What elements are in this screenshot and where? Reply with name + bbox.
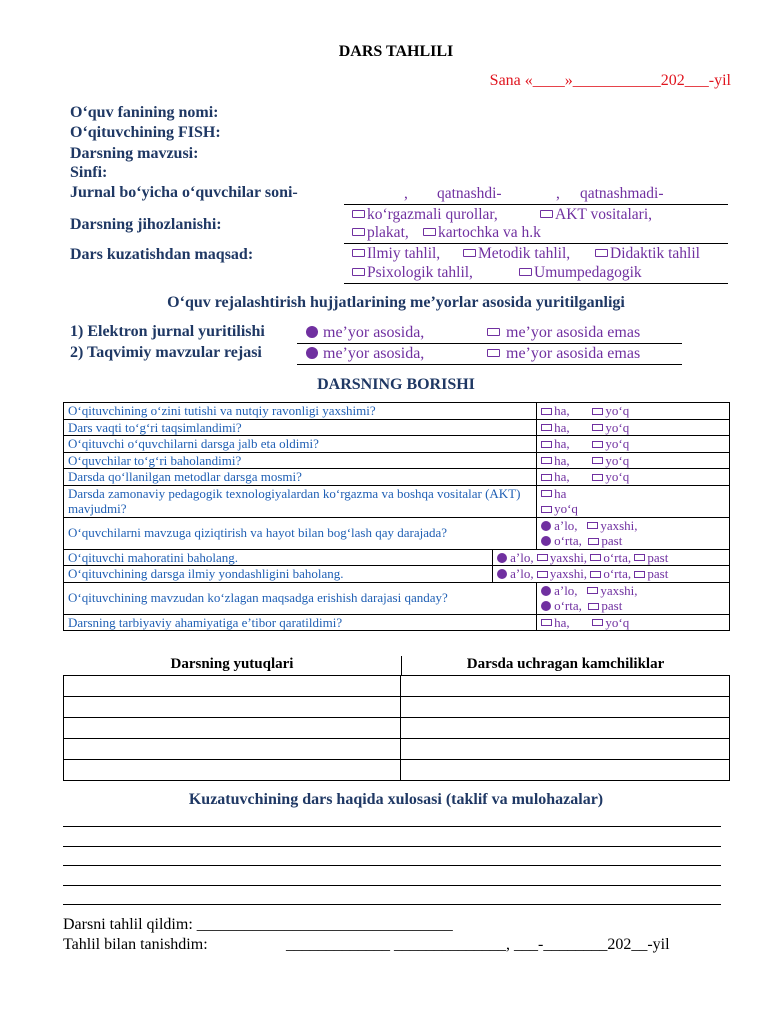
table-row [64,517,730,549]
answer-cell[interactable]: ha, yo‘q [537,452,730,469]
answer-cell[interactable]: a’lo, yaxshi, o‘rta, past [537,517,730,549]
checkbox-icon [487,328,500,336]
table-row [64,582,730,614]
achievement-cell[interactable] [64,718,401,739]
acquainted-signature-line: _____________ ______________, ___-________202__-yil [286,936,670,953]
checkbox-icon [587,587,598,594]
checkbox-icon [541,506,552,513]
teacher-label: O‘qituvchining FISH: [70,124,221,141]
checkbox-icon [541,441,552,448]
purpose-label: Dars kuzatishdan maqsad: [70,246,254,263]
checkbox-icon [541,474,552,481]
achievement-cell[interactable] [64,697,401,718]
results-table [63,675,730,781]
equipment-label: Darsning jihozlanishi: [70,216,222,233]
purpose-option-general[interactable]: Umumpedagogik [519,264,642,282]
checkbox-icon [590,554,601,561]
planning-heading: O‘quv rejalashtirish hujjatlarining me’yorlar asosida yuritilganligi [167,294,625,311]
radio-selected-icon [541,586,551,596]
answer-cell[interactable]: a’lo, yaxshi, o‘rta, past [493,549,730,566]
achievement-cell[interactable] [64,739,401,760]
table-row [64,485,730,517]
question-text: O‘qituvchining o‘zini tutishi va nutqiy ravonligi yaxshimi? [64,403,537,420]
table-row [64,760,730,781]
answer-cell[interactable]: ha, yo‘q [537,469,730,486]
table-row [64,436,730,453]
conclusion-heading: Kuzatuvchining dars haqida xulosasi (taklif va mulohazalar) [188,791,604,808]
purpose-option-scientific[interactable]: Ilmiy tahlil, [352,245,440,263]
planning-row-1-label: 1) Elektron jurnal yuritilishi [70,323,265,340]
planning-row-1-opt2[interactable]: me’yor asosida emas [487,324,640,342]
radio-selected-icon [541,521,551,531]
students-sep-1: , [404,185,408,202]
purpose-option-didactic[interactable]: Didaktik tahlil [595,245,700,263]
checkbox-icon [588,538,599,545]
planning-row-2-line [297,364,682,365]
radio-selected-icon [497,569,507,579]
table-row [64,566,730,583]
class-label: Sinfi: [70,164,108,181]
checkbox-icon [592,408,603,415]
answer-cell[interactable]: ha, yo‘q [537,436,730,453]
checkbox-icon [423,228,436,236]
students-label: Jurnal bo‘yicha o‘quvchilar soni- [70,184,298,201]
question-text: O‘qituvchi o‘quvchilarni darsga jalb eta oldimi? [64,436,537,453]
question-text: O‘quvchilar to‘g‘ri baholandimi? [64,452,537,469]
achievement-cell[interactable] [64,676,401,697]
table-row [64,549,730,566]
students-absent: qatnashmadi- [580,185,664,202]
checkbox-icon [352,268,365,276]
checkbox-icon [541,424,552,431]
planning-row-2-label: 2) Taqvimiy mavzular rejasi [70,344,262,361]
table-row [64,403,730,420]
purpose-option-psychological[interactable]: Psixologik tahlil, [352,264,473,282]
students-line [344,204,728,205]
equipment-option-cards[interactable]: kartochka va h.k [423,224,541,242]
topic-label: Darsning mavzusi: [70,145,199,162]
answer-cell[interactable]: ha yo‘q [537,485,730,517]
shortcoming-cell[interactable] [401,760,730,781]
answer-cell[interactable]: a’lo, yaxshi, o‘rta, past [493,566,730,583]
equipment-option-visual[interactable]: ko‘rgazmali qurollar, [352,206,498,224]
checkbox-icon [463,249,476,257]
conclusion-line-3[interactable] [63,865,721,866]
conclusion-line-2[interactable] [63,846,721,847]
planning-row-1-opt1[interactable]: me’yor asosida, [306,324,424,342]
radio-selected-icon [306,347,318,359]
answer-cell[interactable]: a’lo, yaxshi, o‘rta, past [537,582,730,614]
checkbox-icon [352,228,365,236]
checkbox-icon [537,571,548,578]
purpose-line [344,283,728,284]
checkbox-icon [352,249,365,257]
checkbox-icon [634,554,645,561]
planning-row-2-opt2[interactable]: me’yor asosida emas [487,345,640,363]
question-text: O‘qituvchi mahoratini baholang. [64,549,493,566]
radio-selected-icon [541,536,551,546]
checkbox-icon [541,490,552,497]
checkbox-icon [592,619,603,626]
checkbox-icon [487,349,500,357]
checkbox-icon [595,249,608,257]
document-title: DARS TAHLILI [338,43,454,60]
question-text: O‘quvchilarni mavzuga qiziqtirish va hayot bilan bog‘lash qay darajada? [64,517,537,549]
conclusion-line-4[interactable] [63,885,721,886]
question-text: Darsning tarbiyaviy ahamiyatiga e’tibor qaratildimi? [64,614,537,631]
equipment-option-poster[interactable]: plakat, [352,224,409,242]
checkbox-icon [587,522,598,529]
shortcoming-cell[interactable] [401,718,730,739]
checkbox-icon [540,210,553,218]
shortcoming-cell[interactable] [401,676,730,697]
answer-cell[interactable]: ha, yo‘q [537,614,730,631]
achievement-cell[interactable] [64,760,401,781]
table-row [64,739,730,760]
radio-selected-icon [497,553,507,563]
answer-cell[interactable]: ha, yo‘q [537,403,730,420]
progress-table [63,402,730,631]
date-line: Sana «____»___________202___-yil [489,72,731,89]
table-row [64,614,730,631]
question-text: Dars vaqti to‘g‘ri taqsimlandimi? [64,419,537,436]
table-row [64,419,730,436]
acquainted-label: Tahlil bilan tanishdim: [63,936,208,953]
question-text: Darsda qo‘llanilgan metodlar darsga mosmi? [64,469,537,486]
checkbox-icon [541,408,552,415]
question-text: O‘qituvchining darsga ilmiy yondashligini baholang. [64,566,493,583]
students-sep-2: , [556,185,560,202]
checkbox-icon [588,603,599,610]
radio-selected-icon [541,601,551,611]
shortcomings-header: Darsda uchragan kamchiliklar [466,656,665,672]
planning-row-1-line [297,343,682,344]
radio-selected-icon [306,326,318,338]
table-row [64,697,730,718]
analyzed-signature: Darsni tahlil qildim: ________________________________ [63,916,453,933]
conclusion-line-5[interactable] [63,904,721,905]
conclusion-line-1[interactable] [63,826,721,827]
question-text: O‘qituvchining mavzudan ko‘zlagan maqsadga erishish darajasi qanday? [64,582,537,614]
question-text: Darsda zamonaviy pedagogik texnologiyalardan ko‘rgazma va boshqa vositalar (AKT) mavjudmi? [64,485,537,517]
equipment-option-ict[interactable]: AKT vositalari, [540,206,652,224]
progress-heading: DARSNING BORISHI [317,376,475,393]
checkbox-icon [634,571,645,578]
equipment-line [344,243,728,244]
students-attended: qatnashdi- [437,185,502,202]
checkbox-icon [592,457,603,464]
purpose-option-methodical[interactable]: Metodik tahlil, [463,245,570,263]
checkbox-icon [352,210,365,218]
checkbox-icon [519,268,532,276]
table-row [64,469,730,486]
checkbox-icon [541,457,552,464]
table-row [64,718,730,739]
subject-label: O‘quv fanining nomi: [70,104,219,121]
checkbox-icon [590,571,601,578]
checkbox-icon [592,424,603,431]
table-row [64,676,730,697]
table-row [64,452,730,469]
answer-cell[interactable]: ha, yo‘q [537,419,730,436]
results-header-divider [401,656,402,675]
checkbox-icon [537,554,548,561]
shortcoming-cell[interactable] [401,739,730,760]
achievements-header: Darsning yutuqlari [170,656,294,672]
checkbox-icon [592,474,603,481]
checkbox-icon [592,441,603,448]
checkbox-icon [541,619,552,626]
planning-row-2-opt1[interactable]: me’yor asosida, [306,345,424,363]
shortcoming-cell[interactable] [401,697,730,718]
